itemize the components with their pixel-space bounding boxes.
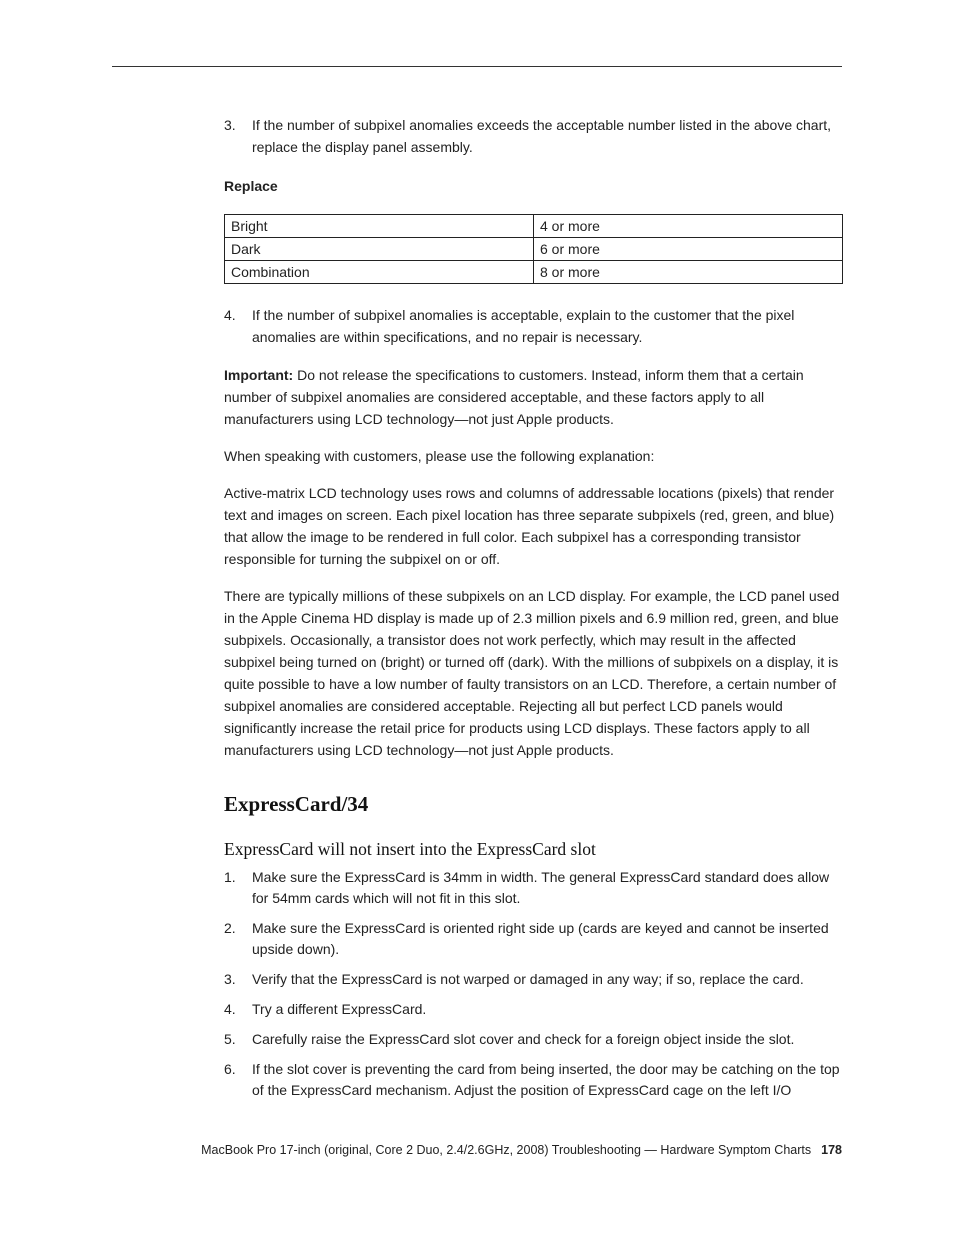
anomaly-count-cell: 8 or more bbox=[534, 261, 843, 284]
page-content bbox=[224, 114, 842, 1101]
step-number: 3. bbox=[224, 971, 236, 987]
subsection-title: ExpressCard will not insert into the ExpressCard slot bbox=[224, 839, 596, 859]
table-row bbox=[225, 215, 843, 238]
table-row bbox=[225, 261, 843, 284]
step-number: 6. bbox=[224, 1061, 236, 1077]
step-number: 2. bbox=[224, 920, 236, 936]
list-item bbox=[224, 304, 842, 348]
replace-table bbox=[224, 214, 843, 284]
replace-label: Replace bbox=[224, 178, 278, 194]
anomaly-type-cell: Dark bbox=[225, 238, 534, 261]
steps-list bbox=[224, 867, 842, 1101]
header-rule bbox=[112, 66, 842, 67]
list-item bbox=[224, 918, 842, 960]
anomaly-count-cell: 6 or more bbox=[534, 238, 843, 261]
step-text: Try a different ExpressCard. bbox=[252, 1001, 427, 1017]
step-number: 5. bbox=[224, 1031, 236, 1047]
intro-paragraph: When speaking with customers, please use the following explanation: bbox=[224, 448, 655, 464]
important-text: Do not release the specifications to customers. Instead, inform them that a certain number of subpixel anomalies are considered acceptable, and these factors apply to all manufacturers using LCD technology—not just Apple products. bbox=[224, 367, 804, 427]
step-text: Make sure the ExpressCard is oriented right side up (cards are keyed and cannot be inserted upside down). bbox=[252, 920, 829, 957]
section-title: ExpressCard/34 bbox=[224, 792, 369, 816]
anomaly-type-cell: Combination bbox=[225, 261, 534, 284]
anomaly-type-cell: Bright bbox=[225, 215, 534, 238]
list-item bbox=[224, 1059, 842, 1101]
page-number: 178 bbox=[821, 1143, 842, 1157]
anomaly-count-cell: 4 or more bbox=[534, 215, 843, 238]
step-text: If the slot cover is preventing the card from being inserted, the door may be catching on the top of the ExpressCard mechanism. Adjust the position of ExpressCard cage on the left I/O bbox=[252, 1061, 840, 1098]
step-number: 3. bbox=[224, 117, 236, 133]
lcd-paragraph: Active-matrix LCD technology uses rows and columns of addressable locations (pixels) that render text and images on screen. Each pixel location has three separate subpixels (red, green, and blue) that allow the image to be rendered in full color. Each subpixel has a corresponding transistor responsible for turning the subpixel on or off. bbox=[224, 485, 835, 567]
list-item bbox=[224, 1029, 842, 1050]
important-note bbox=[224, 364, 842, 430]
list-item bbox=[224, 867, 842, 909]
step-number: 4. bbox=[224, 307, 236, 323]
step-text: Carefully raise the ExpressCard slot cover and check for a foreign object inside the slot. bbox=[252, 1031, 795, 1047]
page-footer bbox=[201, 1140, 842, 1160]
table-row bbox=[225, 238, 843, 261]
list-item bbox=[224, 999, 842, 1020]
list-item bbox=[224, 969, 842, 990]
step-text: If the number of subpixel anomalies exceeds the acceptable number listed in the above chart, replace the display panel assembly. bbox=[252, 117, 832, 155]
important-label: Important: bbox=[224, 367, 294, 383]
step-number: 4. bbox=[224, 1001, 236, 1017]
list-item bbox=[224, 114, 842, 158]
step-text: Verify that the ExpressCard is not warped or damaged in any way; if so, replace the card. bbox=[252, 971, 804, 987]
step-number: 1. bbox=[224, 869, 236, 885]
footer-text: MacBook Pro 17-inch (original, Core 2 Duo, 2.4/2.6GHz, 2008) Troubleshooting — Hardware Symptom Charts bbox=[201, 1143, 812, 1157]
step-text: If the number of subpixel anomalies is acceptable, explain to the customer that the pixel anomalies are within specifications, and no repair is necessary. bbox=[252, 307, 795, 345]
subpixel-paragraph: There are typically millions of these subpixels on an LCD display. For example, the LCD panel used in the Apple Cinema HD display is made up of 2.3 million pixels and 6.9 million red, green, and blue subpixels. Occasionally, a transistor does not work perfectly, which may result in the affected subpixel being turned on (bright) or turned off (dark). With the millions of subpixels on a display, it is quite possible to have a low number of faulty transistors on an LCD. Therefore, a certain number of subpixel anomalies are considered acceptable. Rejecting all but perfect LCD panels would significantly increase the retail price for products using LCD displays. These factors apply to all manufacturers using LCD technology—not just Apple products. bbox=[224, 588, 840, 758]
step-text: Make sure the ExpressCard is 34mm in width. The general ExpressCard standard does allow for 54mm cards which will not fit in this slot. bbox=[252, 869, 830, 906]
